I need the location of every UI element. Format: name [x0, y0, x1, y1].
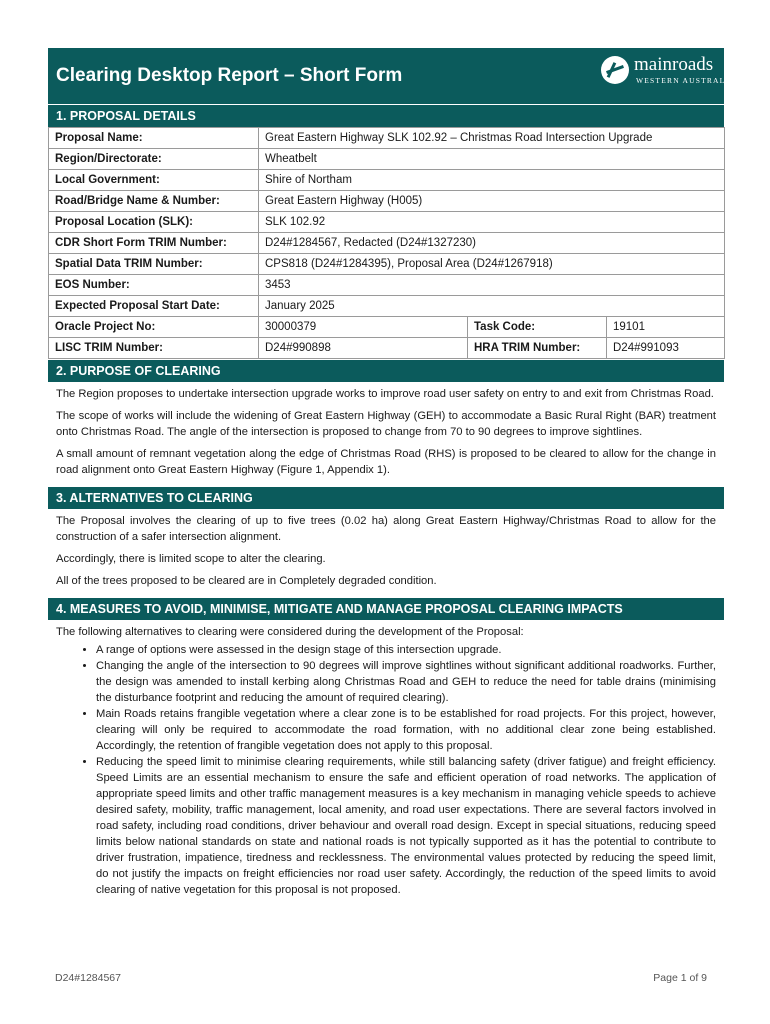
alternatives-paragraph: Accordingly, there is limited scope to alter the clearing. — [56, 553, 326, 565]
detail-value: Shire of Northam — [259, 170, 725, 191]
purpose-paragraph: The scope of works will include the widening of Great Eastern Highway (GEH) to accommodate a Basic Rural Right (BAR) treatment onto Christmas Road. The angle of the intersection is proposed to change from 70 to 90 degrees to improve sightlines. — [56, 410, 716, 438]
detail-value: D24#991093 — [607, 338, 725, 359]
road-emblem-icon — [601, 56, 629, 84]
proposal-details-table — [48, 127, 725, 359]
report-title: Clearing Desktop Report – Short Form — [56, 65, 403, 86]
detail-label: Expected Proposal Start Date: — [49, 296, 259, 317]
table-row — [49, 170, 725, 191]
detail-label: Proposal Location (SLK): — [49, 212, 259, 233]
table-row — [49, 296, 725, 317]
detail-label: Region/Directorate: — [49, 149, 259, 170]
table-row — [49, 338, 725, 359]
list-item: • Main Roads retains frangible vegetation where a clear zone is to be established for road projects. For this project, however, clearing will only be required to accommodate the road formation, with no additional clear zone being established. Accordingly, the retention of frangible vegetation does not apply to this proposal. — [96, 706, 716, 754]
purpose-body — [48, 382, 724, 486]
detail-value: 30000379 — [259, 317, 468, 338]
section-heading-purpose: 2. PURPOSE OF CLEARING — [48, 360, 724, 382]
table-row — [49, 191, 725, 212]
detail-value: Great Eastern Highway (H005) — [259, 191, 725, 212]
table-row — [49, 212, 725, 233]
table-row — [49, 275, 725, 296]
measures-intro: The following alternatives to clearing were considered during the development of the Proposal: — [56, 626, 524, 638]
alternatives-paragraph: The Proposal involves the clearing of up to five trees (0.02 ha) along Great Eastern Highway/Christmas Road to allow for the construction of a safer intersection alignment. — [56, 515, 716, 543]
logo-subtitle: WESTERN AUSTRALIA — [636, 76, 736, 85]
alternatives-body — [48, 509, 724, 597]
detail-label: Oracle Project No: — [49, 317, 259, 338]
detail-value: Wheatbelt — [259, 149, 725, 170]
detail-label: Spatial Data TRIM Number: — [49, 254, 259, 275]
detail-value: January 2025 — [259, 296, 725, 317]
detail-value: D24#990898 — [259, 338, 468, 359]
detail-value: SLK 102.92 — [259, 212, 725, 233]
measures-list — [56, 642, 716, 898]
purpose-paragraph: A small amount of remnant vegetation along the edge of Christmas Road (RHS) is proposed to be cleared to allow for the change in road alignment onto Great Eastern Highway (Figure 1, Appendix 1). — [56, 448, 716, 476]
table-row — [49, 254, 725, 275]
detail-label: Proposal Name: — [49, 128, 259, 149]
detail-label: Task Code: — [468, 317, 607, 338]
measures-body — [48, 620, 724, 900]
report-header — [48, 48, 736, 104]
table-row — [49, 128, 725, 149]
purpose-paragraph: The Region proposes to undertake intersection upgrade works to improve road user safety on entry to and exit from Christmas Road. — [56, 388, 714, 400]
list-item: • Changing the angle of the intersection to 90 degrees will improve sightlines without significant additional roadworks. Further, the design was amended to install kerbing along Christmas Road and GEH to reduce the need for table drains (minimising the disturbance footprint and reducing the amount of required clearing). — [96, 658, 716, 706]
detail-value: Great Eastern Highway SLK 102.92 – Christmas Road Intersection Upgrade — [259, 128, 725, 149]
table-row — [49, 317, 725, 338]
detail-label: Road/Bridge Name & Number: — [49, 191, 259, 212]
section-heading-alternatives: 3. ALTERNATIVES TO CLEARING — [48, 487, 724, 509]
footer-doc-number: D24#1284567 — [55, 972, 121, 984]
logo-name: mainroads — [634, 54, 714, 75]
detail-value: D24#1284567, Redacted (D24#1327230) — [259, 233, 725, 254]
detail-label: CDR Short Form TRIM Number: — [49, 233, 259, 254]
table-row — [49, 149, 725, 170]
main-roads-logo — [598, 54, 736, 88]
detail-value: CPS818 (D24#1284395), Proposal Area (D24#1267918) — [259, 254, 725, 275]
alternatives-paragraph: All of the trees proposed to be cleared are in Completely degraded condition. — [56, 575, 437, 587]
list-item: • Reducing the speed limit to minimise clearing requirements, while still balancing safety (driver fatigue) and freight efficiency. Speed Limits are an essential mechanism to ensure the safe and efficient operation of road networks. The application of appropriate speed limits and other traffic management measures is a key mechanism in managing vehicle speeds to achieve desired safety, mobility, traffic management, local amenity, and road user expectations. There are several factors involved in road safety, including road conditions, driver behaviour and overall road design. Except in special situations, reducing speed limits below national standards on state and national roads is not typically supported as it has the potential to contribute to driver frustration, impatience, tiredness and recklessness. The environmental values protected by reducing the speed limit, do not justify the impacts on freight efficiencies nor road user safety. Accordingly, the reduction of the speed limits to avoid clearing of native vegetation for this proposal is not proposed. — [96, 754, 716, 898]
footer-page-number: Page 1 of 9 — [653, 972, 707, 984]
detail-value: 3453 — [259, 275, 725, 296]
detail-value: 19101 — [607, 317, 725, 338]
detail-label: HRA TRIM Number: — [468, 338, 607, 359]
section-heading-measures: 4. MEASURES TO AVOID, MINIMISE, MITIGATE AND MANAGE PROPOSAL CLEARING IMPACTS — [48, 598, 724, 620]
report-page — [48, 48, 736, 900]
detail-label: EOS Number: — [49, 275, 259, 296]
list-item: • A range of options were assessed in the design stage of this intersection upgrade. — [96, 642, 716, 658]
detail-label: Local Government: — [49, 170, 259, 191]
table-row — [49, 233, 725, 254]
detail-label: LISC TRIM Number: — [49, 338, 259, 359]
section-heading-proposal-details: 1. PROPOSAL DETAILS — [48, 105, 724, 127]
